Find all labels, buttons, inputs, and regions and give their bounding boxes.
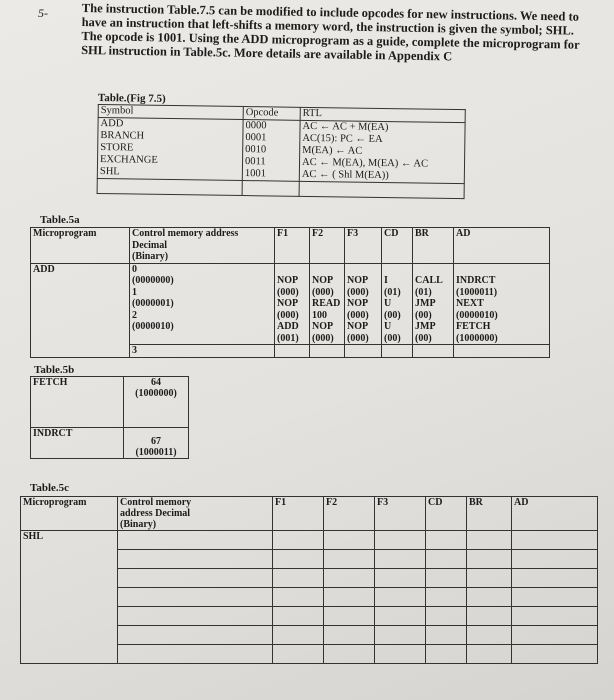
t5c-empty-cell[interactable] (324, 550, 375, 569)
t5c-empty-cell[interactable] (118, 626, 273, 645)
t5c-header-cma: Control memory address Decimal (Binary) (118, 497, 273, 531)
t5a-f3-values: NOP (000) NOP (000) NOP (000) (345, 263, 382, 345)
fig-rtl-column: AC ← AC + M(EA) AC(15): PC ← EA M(EA) ← AC AC ← M(EA), M(EA) ← AC AC ← ( Shl M(EA)) (299, 120, 465, 183)
t5c-empty-cell[interactable] (512, 645, 598, 664)
t5c-empty-cell[interactable] (426, 588, 467, 607)
question-text: The instruction Table.7.5 can be modified to include opcodes for new instructions. We need to have an instruction that left-shifts a memory word, the instruction is given the symbol; SHL. The opcode is 1001. Using the ADD microprogram as a guide, complete the microprogram for SHL instruction in Table.5c. More details are available in Appendix C (81, 1, 580, 64)
t5c-empty-cell[interactable] (375, 550, 426, 569)
t5c-empty-cell[interactable] (375, 588, 426, 607)
t5c-empty-cell[interactable] (426, 626, 467, 645)
fig-opcode-column: 0000 0001 0010 0011 1001 (242, 120, 300, 182)
t5c-shl-label: SHL (21, 531, 118, 664)
t5c-header-cd: CD (426, 497, 467, 531)
question-number: 5- (38, 6, 48, 20)
table-5a-caption: Table.5a (40, 214, 80, 226)
t5c-empty-cell[interactable] (426, 607, 467, 626)
t5c-empty-cell[interactable] (273, 569, 324, 588)
t5c-empty-cell[interactable] (324, 531, 375, 550)
t5c-empty-cell[interactable] (118, 645, 273, 664)
t5a-addresses: 0 (0000000) 1 (0000001) 2 (0000010) (130, 263, 275, 345)
t5c-empty-cell[interactable] (375, 645, 426, 664)
t5c-header-f2: F2 (324, 497, 375, 531)
t5c-empty-cell[interactable] (118, 550, 273, 569)
t5b-fetch-label: FETCH (31, 377, 124, 428)
fig-7-5 (97, 92, 466, 199)
t5c-empty-cell[interactable] (467, 550, 512, 569)
t5c-empty-cell[interactable] (324, 588, 375, 607)
t5c-empty-cell[interactable] (512, 607, 598, 626)
t5c-empty-cell[interactable] (118, 569, 273, 588)
t5c-empty-cell[interactable] (324, 569, 375, 588)
t5c-empty-cell[interactable] (273, 626, 324, 645)
t5c-empty-cell[interactable] (118, 588, 273, 607)
t5c-empty-cell[interactable] (467, 588, 512, 607)
t5c-empty-cell[interactable] (467, 531, 512, 550)
fig-7-5-caption: Table.(Fig 7.5) (97, 92, 166, 105)
t5c-empty-cell[interactable] (467, 626, 512, 645)
t5c-empty-cell[interactable] (512, 550, 598, 569)
t5c-empty-cell[interactable] (375, 626, 426, 645)
t5a-header-microprogram: Microprogram (31, 228, 130, 264)
t5c-empty-cell[interactable] (324, 645, 375, 664)
t5a-f1-values: NOP (000) NOP (000) ADD (001) (275, 263, 310, 345)
t5c-header-ad: AD (512, 497, 598, 531)
t5a-header-cma: Control memory address Decimal (Binary) (130, 228, 275, 264)
fig-header-rtl: RTL (300, 107, 465, 122)
t5c-empty-cell[interactable] (273, 607, 324, 626)
t5a-header-cd: CD (382, 228, 413, 264)
t5a-f2-values: NOP (000) READ 100 NOP (000) (310, 263, 345, 345)
t5a-ad-values: INDRCT (1000011) NEXT (0000010) FETCH (1000000) (454, 263, 550, 345)
table-5a (30, 227, 550, 358)
t5c-empty-cell[interactable] (512, 531, 598, 550)
t5c-header-f1: F1 (273, 497, 324, 531)
t5a-add-label: ADD (31, 263, 130, 357)
table-5b (30, 376, 189, 459)
t5c-empty-cell[interactable] (375, 607, 426, 626)
t5c-empty-cell[interactable] (273, 588, 324, 607)
t5c-empty-cell[interactable] (512, 626, 598, 645)
t5c-empty-cell[interactable] (375, 569, 426, 588)
t5a-header-f2: F2 (310, 228, 345, 264)
t5c-empty-cell[interactable] (273, 645, 324, 664)
t5c-empty-cell[interactable] (324, 607, 375, 626)
fig-7-5-table (97, 104, 466, 199)
fig-header-symbol: Symbol (98, 105, 243, 120)
t5a-br-values: CALL (01) JMP (00) JMP (00) (413, 263, 454, 345)
t5b-indrct-address: 67 (1000011) (124, 428, 189, 459)
fig-symbol-column: ADD BRANCH STORE EXCHANGE SHL (97, 118, 243, 181)
table-5b-caption: Table.5b (34, 364, 75, 376)
t5a-header-f1: F1 (275, 228, 310, 264)
t5c-empty-cell[interactable] (467, 645, 512, 664)
t5c-empty-cell[interactable] (273, 550, 324, 569)
t5a-cd-values: I (01) U (00) U (00) (382, 263, 413, 345)
t5a-last-address: 3 (130, 345, 275, 358)
table-5c-caption: Table.5c (30, 482, 70, 494)
t5b-fetch-address: 64 (1000000) (124, 377, 189, 428)
t5c-empty-cell[interactable] (467, 607, 512, 626)
t5c-empty-cell[interactable] (512, 588, 598, 607)
fig-header-opcode: Opcode (243, 107, 300, 121)
t5c-header-br: BR (467, 497, 512, 531)
t5c-empty-cell[interactable] (467, 569, 512, 588)
t5a-header-f3: F3 (345, 228, 382, 264)
table-5c (20, 496, 598, 664)
t5c-empty-cell[interactable] (426, 645, 467, 664)
t5c-empty-cell[interactable] (512, 569, 598, 588)
t5b-indrct-label: INDRCT (31, 428, 124, 459)
t5a-header-ad: AD (454, 228, 550, 264)
t5c-empty-cell[interactable] (375, 531, 426, 550)
t5a-header-br: BR (413, 228, 454, 264)
t5c-empty-cell[interactable] (426, 531, 467, 550)
t5c-header-microprogram: Microprogram (21, 497, 118, 531)
t5c-empty-cell[interactable] (426, 550, 467, 569)
t5c-empty-cell[interactable] (118, 607, 273, 626)
t5c-empty-cell[interactable] (118, 531, 273, 550)
t5c-header-f3: F3 (375, 497, 426, 531)
t5c-empty-cell[interactable] (324, 626, 375, 645)
t5c-empty-cell[interactable] (273, 531, 324, 550)
t5c-empty-cell[interactable] (426, 569, 467, 588)
